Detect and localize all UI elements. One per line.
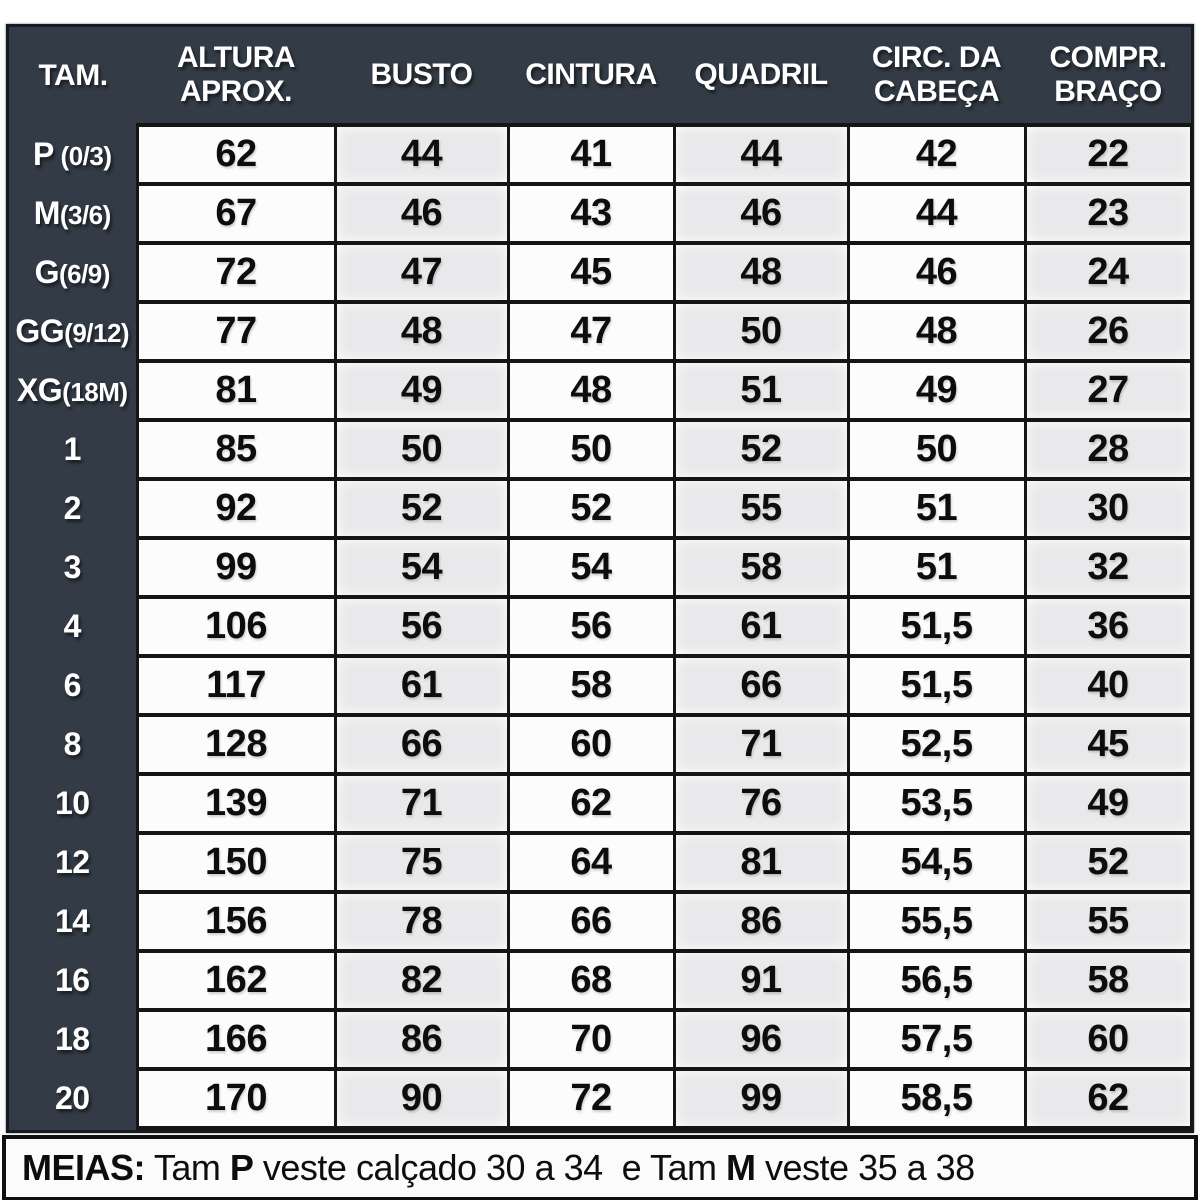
cell-quadril: 99 xyxy=(674,1069,848,1128)
cell-cintura: 66 xyxy=(508,892,674,951)
row-label-main: 2 xyxy=(63,490,81,526)
cell-altura: 62 xyxy=(137,125,335,184)
socks-note-part: Tam xyxy=(145,1147,230,1188)
row-label-main: 18 xyxy=(54,1021,90,1057)
cell-cabeca: 52,5 xyxy=(848,715,1025,774)
cell-altura: 139 xyxy=(137,774,335,833)
row-label xyxy=(9,597,137,656)
table-row xyxy=(9,833,1191,892)
cell-busto: 78 xyxy=(335,892,508,951)
table-row xyxy=(9,774,1191,833)
cell-altura: 81 xyxy=(137,361,335,420)
socks-note-part: P xyxy=(229,1147,254,1188)
column-header-line: CINTURA xyxy=(525,58,657,92)
cell-quadril: 66 xyxy=(674,656,848,715)
cell-cintura: 54 xyxy=(508,538,674,597)
cell-altura: 166 xyxy=(137,1010,335,1069)
table-row xyxy=(9,361,1191,420)
cell-quadril: 51 xyxy=(674,361,848,420)
cell-cabeca: 51,5 xyxy=(848,656,1025,715)
row-label-main: M xyxy=(33,195,60,231)
cell-cabeca: 55,5 xyxy=(848,892,1025,951)
cell-altura: 170 xyxy=(137,1069,335,1128)
column-header-braco xyxy=(1025,27,1191,125)
row-label xyxy=(9,479,137,538)
row-label-sub: (3/6) xyxy=(59,200,111,230)
row-label-main: 1 xyxy=(63,431,81,467)
column-header-quadril xyxy=(674,27,848,125)
row-label-main: XG xyxy=(16,372,63,408)
row-label-sub: (0/3) xyxy=(53,141,112,171)
cell-cabeca: 56,5 xyxy=(848,951,1025,1010)
cell-altura: 106 xyxy=(137,597,335,656)
column-header-line: BUSTO xyxy=(370,58,473,92)
column-header-line: APROX. xyxy=(179,75,293,108)
header-row xyxy=(9,27,1191,125)
row-label xyxy=(9,302,137,361)
table-row xyxy=(9,479,1191,538)
row-label xyxy=(9,774,137,833)
cell-altura: 99 xyxy=(137,538,335,597)
table-row xyxy=(9,184,1191,243)
cell-braco: 40 xyxy=(1025,656,1191,715)
cell-braco: 32 xyxy=(1025,538,1191,597)
row-label-main: P xyxy=(32,136,54,172)
cell-busto: 86 xyxy=(335,1010,508,1069)
cell-braco: 28 xyxy=(1025,420,1191,479)
cell-cabeca: 50 xyxy=(848,420,1025,479)
cell-busto: 49 xyxy=(335,361,508,420)
cell-busto: 48 xyxy=(335,302,508,361)
cell-quadril: 50 xyxy=(674,302,848,361)
table-row xyxy=(9,656,1191,715)
column-header-line: QUADRIL xyxy=(694,58,828,92)
row-label xyxy=(9,892,137,951)
cell-cabeca: 53,5 xyxy=(848,774,1025,833)
size-table xyxy=(9,27,1193,1130)
column-header-line: CIRC. DA xyxy=(871,41,1002,75)
cell-cintura: 41 xyxy=(508,125,674,184)
cell-busto: 54 xyxy=(335,538,508,597)
row-label-sub: (6/9) xyxy=(58,259,110,289)
cell-busto: 56 xyxy=(335,597,508,656)
table-header xyxy=(9,27,1191,125)
row-label-main: G xyxy=(34,254,59,290)
cell-braco: 36 xyxy=(1025,597,1191,656)
cell-braco: 24 xyxy=(1025,243,1191,302)
cell-braco: 58 xyxy=(1025,951,1191,1010)
cell-cabeca: 51 xyxy=(848,479,1025,538)
column-header-cintura xyxy=(508,27,674,125)
socks-note-part: veste calçado 30 a 34 e Tam xyxy=(253,1147,727,1188)
cell-cintura: 56 xyxy=(508,597,674,656)
cell-braco: 52 xyxy=(1025,833,1191,892)
cell-busto: 46 xyxy=(335,184,508,243)
row-label xyxy=(9,243,137,302)
cell-cintura: 52 xyxy=(508,479,674,538)
cell-altura: 92 xyxy=(137,479,335,538)
row-label xyxy=(9,184,137,243)
cell-braco: 22 xyxy=(1025,125,1191,184)
row-label-main: 8 xyxy=(63,726,81,762)
table-row xyxy=(9,420,1191,479)
row-label-main: 6 xyxy=(63,667,81,703)
cell-cabeca: 49 xyxy=(848,361,1025,420)
socks-note-part: M xyxy=(726,1147,756,1188)
cell-braco: 27 xyxy=(1025,361,1191,420)
table-row xyxy=(9,597,1191,656)
row-label xyxy=(9,1069,137,1128)
column-header-line: ALTURA xyxy=(176,41,296,75)
cell-altura: 117 xyxy=(137,656,335,715)
cell-busto: 75 xyxy=(335,833,508,892)
cell-busto: 66 xyxy=(335,715,508,774)
row-label-main: 12 xyxy=(54,844,90,880)
cell-altura: 72 xyxy=(137,243,335,302)
cell-cintura: 45 xyxy=(508,243,674,302)
cell-cintura: 50 xyxy=(508,420,674,479)
cell-braco: 23 xyxy=(1025,184,1191,243)
cell-altura: 85 xyxy=(137,420,335,479)
cell-cintura: 58 xyxy=(508,656,674,715)
column-header-line: BRAÇO xyxy=(1054,75,1162,108)
row-label-main: 16 xyxy=(54,962,90,998)
socks-note-part: veste 35 a 38 xyxy=(755,1147,975,1188)
cell-cintura: 43 xyxy=(508,184,674,243)
row-label xyxy=(9,125,137,184)
cell-cintura: 62 xyxy=(508,774,674,833)
table-row xyxy=(9,302,1191,361)
cell-cintura: 64 xyxy=(508,833,674,892)
table-row xyxy=(9,715,1191,774)
cell-cabeca: 51 xyxy=(848,538,1025,597)
cell-quadril: 71 xyxy=(674,715,848,774)
table-row xyxy=(9,125,1191,184)
cell-cintura: 47 xyxy=(508,302,674,361)
cell-braco: 26 xyxy=(1025,302,1191,361)
cell-cintura: 60 xyxy=(508,715,674,774)
column-header-line: CABEÇA xyxy=(873,75,1000,108)
cell-altura: 128 xyxy=(137,715,335,774)
cell-quadril: 46 xyxy=(674,184,848,243)
cell-braco: 30 xyxy=(1025,479,1191,538)
cell-cabeca: 58,5 xyxy=(848,1069,1025,1128)
row-label-main: 4 xyxy=(63,608,81,644)
cell-quadril: 58 xyxy=(674,538,848,597)
row-label xyxy=(9,420,137,479)
cell-braco: 55 xyxy=(1025,892,1191,951)
cell-altura: 77 xyxy=(137,302,335,361)
row-label xyxy=(9,951,137,1010)
cell-cintura: 48 xyxy=(508,361,674,420)
cell-busto: 52 xyxy=(335,479,508,538)
column-header-altura xyxy=(137,27,335,125)
cell-quadril: 44 xyxy=(674,125,848,184)
cell-cabeca: 44 xyxy=(848,184,1025,243)
cell-altura: 67 xyxy=(137,184,335,243)
cell-busto: 90 xyxy=(335,1069,508,1128)
row-label-main: 3 xyxy=(63,549,81,585)
row-label xyxy=(9,361,137,420)
cell-quadril: 76 xyxy=(674,774,848,833)
cell-cabeca: 46 xyxy=(848,243,1025,302)
cell-cabeca: 51,5 xyxy=(848,597,1025,656)
table-row xyxy=(9,951,1191,1010)
cell-braco: 62 xyxy=(1025,1069,1191,1128)
cell-busto: 44 xyxy=(335,125,508,184)
cell-cintura: 72 xyxy=(508,1069,674,1128)
table-body xyxy=(9,125,1191,1128)
cell-busto: 47 xyxy=(335,243,508,302)
row-label-sub: (18M) xyxy=(62,377,128,407)
row-label xyxy=(9,1010,137,1069)
cell-cabeca: 57,5 xyxy=(848,1010,1025,1069)
cell-quadril: 96 xyxy=(674,1010,848,1069)
cell-quadril: 61 xyxy=(674,597,848,656)
column-header-cabeca xyxy=(848,27,1025,125)
row-label-main: 10 xyxy=(54,785,90,821)
row-label-main: 14 xyxy=(54,903,90,939)
column-header-line: COMPR. xyxy=(1049,41,1167,75)
cell-busto: 61 xyxy=(335,656,508,715)
cell-quadril: 52 xyxy=(674,420,848,479)
socks-note-part: MEIAS: xyxy=(22,1147,145,1188)
cell-altura: 156 xyxy=(137,892,335,951)
cell-cabeca: 54,5 xyxy=(848,833,1025,892)
table-row xyxy=(9,538,1191,597)
row-label xyxy=(9,656,137,715)
row-label xyxy=(9,715,137,774)
cell-quadril: 55 xyxy=(674,479,848,538)
row-label-main: GG xyxy=(15,313,65,349)
cell-braco: 45 xyxy=(1025,715,1191,774)
cell-busto: 50 xyxy=(335,420,508,479)
row-label-main: 20 xyxy=(54,1080,90,1116)
cell-cabeca: 48 xyxy=(848,302,1025,361)
size-chart-container xyxy=(6,24,1194,1133)
cell-quadril: 48 xyxy=(674,243,848,302)
column-header-busto xyxy=(335,27,508,125)
row-label-sub: (9/12) xyxy=(64,318,130,348)
cell-altura: 162 xyxy=(137,951,335,1010)
cell-quadril: 91 xyxy=(674,951,848,1010)
row-label xyxy=(9,538,137,597)
cell-braco: 60 xyxy=(1025,1010,1191,1069)
socks-note xyxy=(2,1135,1198,1200)
column-header-line: TAM. xyxy=(38,59,108,93)
table-row xyxy=(9,243,1191,302)
table-row xyxy=(9,1069,1191,1128)
column-header-tam xyxy=(9,27,137,125)
cell-cabeca: 42 xyxy=(848,125,1025,184)
cell-busto: 71 xyxy=(335,774,508,833)
cell-cintura: 68 xyxy=(508,951,674,1010)
cell-altura: 150 xyxy=(137,833,335,892)
table-row xyxy=(9,892,1191,951)
cell-busto: 82 xyxy=(335,951,508,1010)
cell-braco: 49 xyxy=(1025,774,1191,833)
cell-cintura: 70 xyxy=(508,1010,674,1069)
cell-quadril: 86 xyxy=(674,892,848,951)
cell-quadril: 81 xyxy=(674,833,848,892)
row-label xyxy=(9,833,137,892)
table-row xyxy=(9,1010,1191,1069)
